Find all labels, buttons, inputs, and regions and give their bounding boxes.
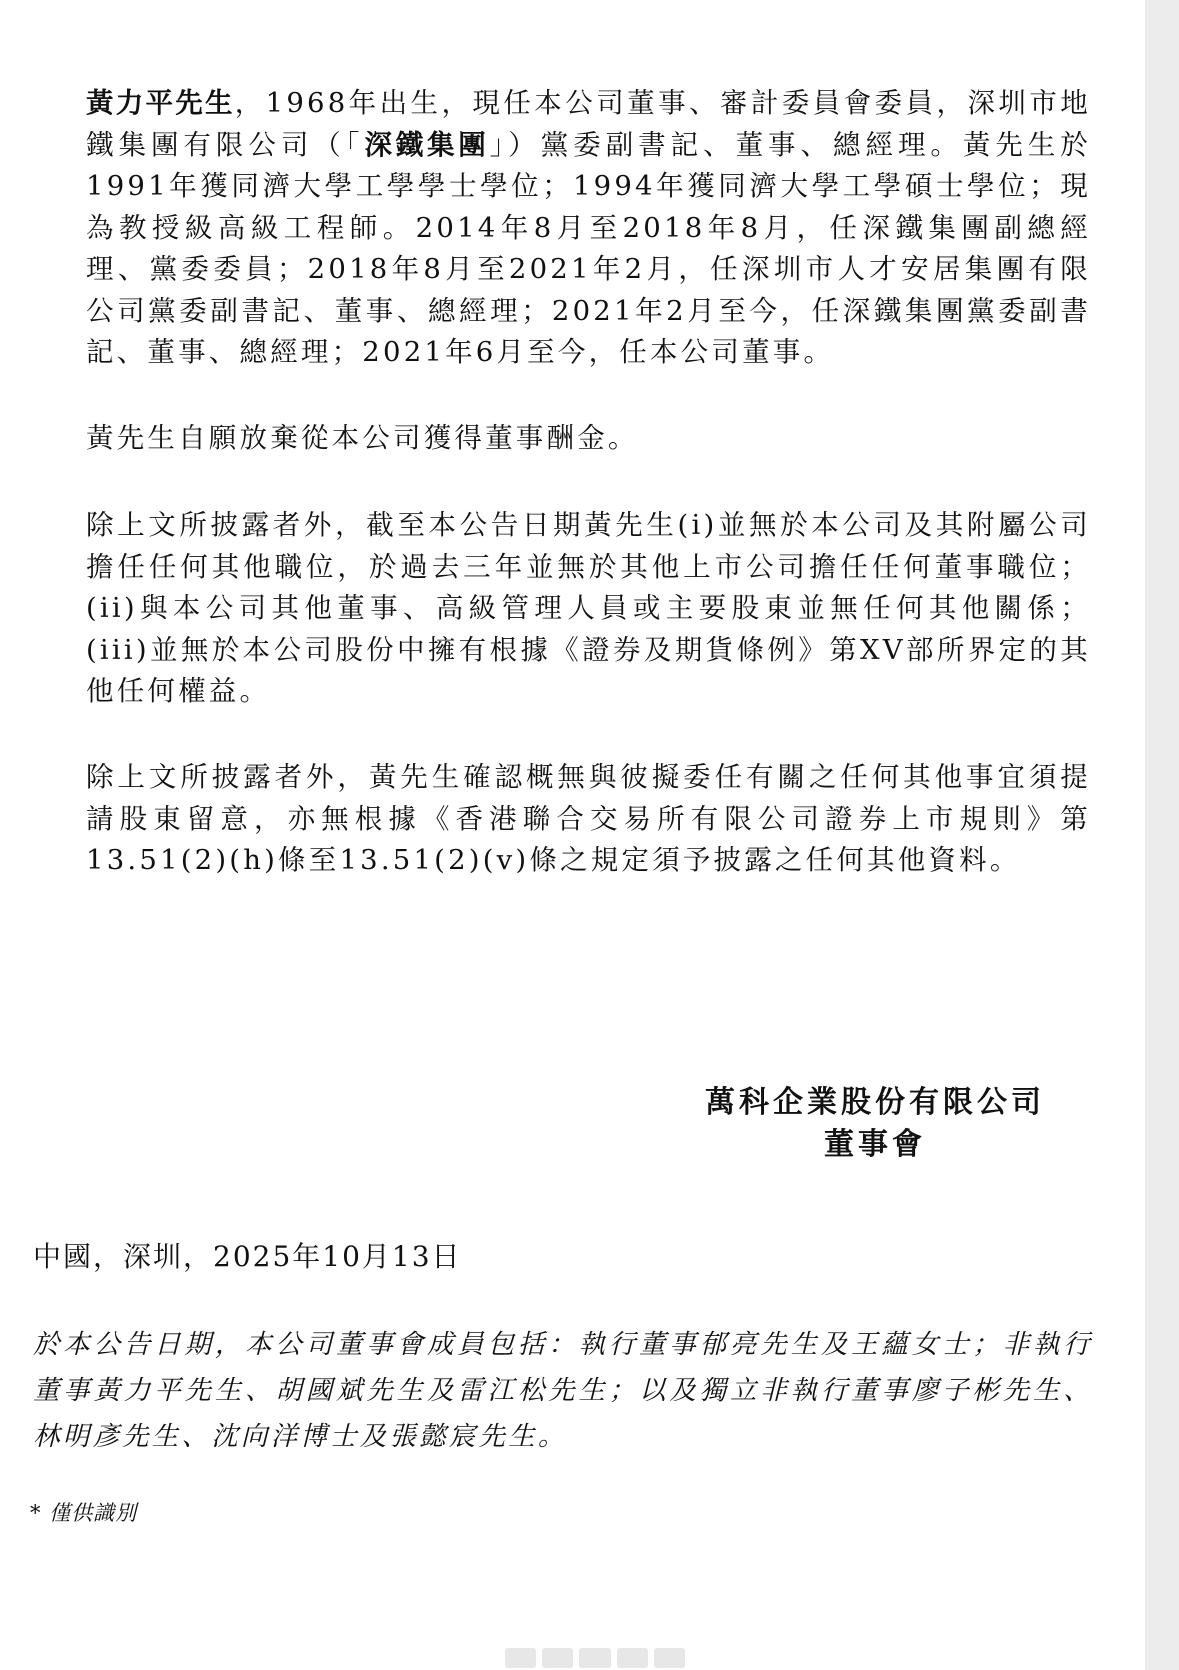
watermark-segment [654,1648,685,1668]
disclosure-paragraph-1: 除上文所披露者外，截至本公告日期黃先生(i)並無於本公司及其附屬公司擔任任何其他職位，於過去三年並無於其他上市公司擔任任何董事職位；(ii)與本公司其他董事、高級管理人員或主要股東並無任何其他關係；(iii)並無於本公司股份中擁有根據《證券及期貨條例》第XV部所界定的其他任何權益。 [86,509,1091,707]
identification-footnote: * 僅供識別 [30,1501,138,1525]
signature-block [640,1082,1110,1166]
director-bio-paragraph [86,83,1091,374]
board-members-statement: 於本公告日期，本公司董事會成員包括：執行董事郁亮先生及王蘊女士；非執行董事黃力平先生、胡國斌先生及雷江松先生；以及獨立非執行董事廖子彬先生、林明彥先生、沈向洋博士及張懿宸先生。 [33,1329,1093,1452]
fee-waiver-paragraph: 黃先生自願放棄從本公司獲得董事酬金。 [86,422,639,454]
dateline: 中國，深圳，2025年10月13日 [33,1240,462,1273]
watermark-segment [617,1648,648,1668]
director-bio-intro: ，1968年出生，現任本公司董事、審計委員會委員，深圳市地鐵集團有限公司（「 [86,87,1091,161]
director-bio-body: 」）黨委副書記、董事、總經理。黃先生於1991年獲同濟大學工學學士學位；1994年獲同濟大學工學碩士學位；現為教授級高級工程師。2014年8月至2018年8月，任深鐵集團副總經理、黨委委員；2018年8月至2021年2月，任深圳市人才安居集團有限公司黨委副書記、董事、總經理；2021年2月至今，任深鐵集團黨委副書記、董事、總經理；2021年6月至今，任本公司董事。 [86,128,1091,368]
watermark-segment [542,1648,573,1668]
watermark-mark [505,1648,685,1668]
watermark-segment [579,1648,610,1668]
board-name: 董事會 [824,1127,926,1162]
director-name: 黃力平先生 [86,87,235,119]
company-short-name: 深鐵集團 [364,128,490,161]
disclosure-paragraph-2: 除上文所披露者外，黃先生確認概無與彼擬委任有關之任何其他事宜須提請股東留意，亦無根據《香港聯合交易所有限公司證券上市規則》第13.51(2)(h)條至13.51(2)(v)條之規定須予披露之任何其他資料。 [86,761,1091,876]
company-name: 萬科企業股份有限公司 [705,1085,1045,1120]
watermark-segment [505,1648,536,1668]
page-edge [1145,0,1179,1670]
